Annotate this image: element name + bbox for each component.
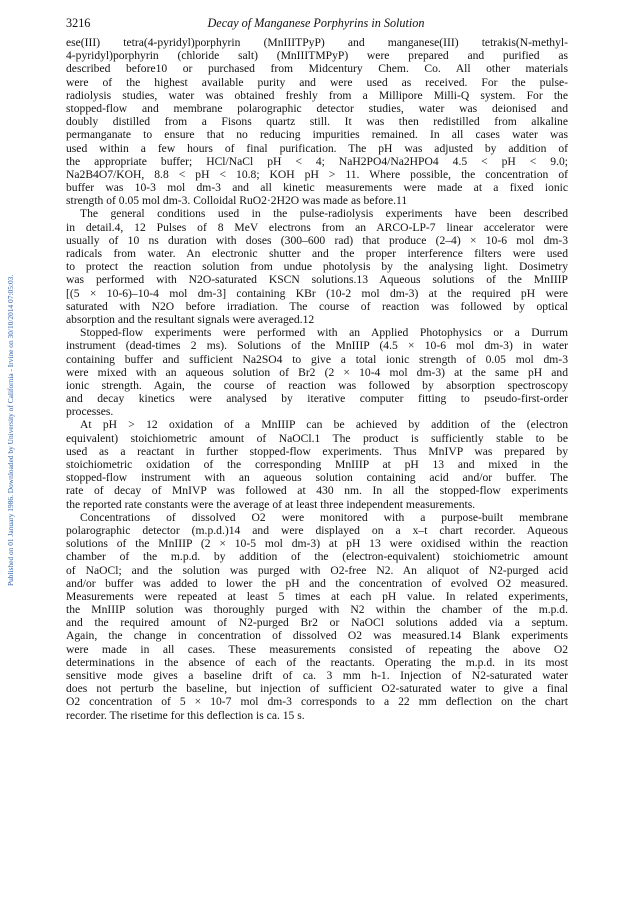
text-line: determinations in the absence of each of the reactants. Operating the m.p.d. in its most [66,655,568,669]
text-line: stopped-flow and membrane polarographic detector studies, water was deionised and [66,101,568,115]
page-number: 3216 [66,16,91,30]
text-line: saturated with N2O before irradiation. The course of reaction was followed by optical [66,299,568,313]
article-body [66,36,568,722]
text-line: Measurements were repeated at least 5 times at each pH value. In related experiments, [66,589,568,603]
text-line: and/or buffer was added to lower the pH and the concentration of evolved O2 measured. [66,576,568,590]
text-line: in detail.4, 12 Pulses of 8 MeV electrons from an ARCO-LP-7 linear accelerator were [66,220,568,234]
text-line: permanganate to ensure that no reducing impurities remained. In all cases water was [66,128,568,142]
text-line: processes. [66,405,114,419]
text-line: recorder. The risetime for this deflection is ca. 15 s. [66,708,305,722]
text-line: Na2B4O7/KOH, 8.8 < pH < 10.8; KOH pH > 11. Where possible, the concentration of [66,167,568,181]
text-line: stoichiometric oxidation of the corresponding MnIIIP at pH 13 and mixed in the [66,458,568,471]
text-line: does not perturb the baseline, but injection of sufficient O2-saturated water to give a final [66,682,568,696]
text-line: At pH > 12 oxidation of a MnIIIP can be achieved by addition of the (electron [80,418,568,432]
running-title: Decay of Manganese Porphyrins in Solution [207,16,425,30]
text-line: Concentrations of dissolved O2 were monitored with a purpose-built membrane [80,510,568,524]
text-line: buffer was 10-3 mol dm-3 and all kinetic measurements were made at a fixed ionic [66,181,568,195]
text-line: the reported rate constants were the average of at least three independent measurements. [66,497,476,511]
text-line: doubly distilled from a Fisons quartz still. It was then redistilled from alkaline [66,115,568,129]
text-line: Stopped-flow experiments were performed with an Applied Photophysics or a Durrum [80,326,568,340]
text-line: O2 concentration of 5 × 10-7 mol dm-3 corresponds to a 22 mm deflection on the chart [66,695,568,709]
text-line: stopped-flow instrument with an aqueous solution containing acid and/or buffer. The [66,471,568,485]
text-line: were mixed with an aqueous solution of Br2 (2 × 10-4 mol dm-3) at the same pH and [66,365,568,379]
download-notice [6,150,20,710]
text-line: described before10 or purchased from Midcentury Chem. Co. All other materials [66,62,568,76]
text-line: rate of decay of MnIVP was followed at 430 nm. In all the stopped-flow experiments [66,484,568,498]
text-line: 4-pyridyl)porphyrin (chloride salt) (MnIIITMPyP) were prepared and purified as [66,49,568,63]
text-line: absorption and the resultant signals were averaged.12 [66,312,315,326]
text-line: Again, the change in concentration of dissolved O2 was measured.14 Blank experiments [66,629,568,643]
text-line: solutions of the MnIIIP (2 × 10-5 mol dm-3) at pH 13 were oxidised within the reaction [66,537,568,551]
text-line: instrument (dead-times 2 ms). Solutions of the MnIIIP (4.5 × 10-6 mol dm-3) in water [66,339,568,353]
text-line: and the required amount of N2-purged Br2 or NaOCl solutions added via a septum. [66,616,568,630]
text-line: used within a few hours of final purification. The pH was adjusted by addition of [66,141,568,155]
text-line: [(5 × 10-6)–10-4 mol dm-3] containing KBr (10-2 mol dm-3) at the required pH were [66,286,568,300]
text-line: polarographic detector (m.p.d.)14 and were displayed on a x–t chart recorder. Aqueous [66,523,568,537]
text-line: the MnIIIP solution was thoroughly purged with N2 within the chamber of the m.p.d. [66,603,568,617]
text-line: of NaOCl; and the solution was purged with O2-free N2. An aliquot of N2-purged acid [66,563,568,577]
text-line: used as a reactant in further stopped-flow experiments. Thus MnIVP was prepared by [66,444,568,458]
text-line: usually of 10 ns duration with doses (300–600 rad) that produce (2–4) × 10-6 mol dm-3 [66,233,568,247]
text-line: the appropriate buffer; HCl/NaCl pH < 4; NaH2PO4/Na2HPO4 4.5 < pH < 9.0; [66,154,568,168]
text-line: to protect the reaction solution from undue photolysis by the analysing light. Dosimetry [66,260,568,274]
text-line: sensitive mode gives a baseline drift of ca. 3 mm h-1. Injection of N2-saturated water [66,669,568,682]
text-line: strength of 0.05 mol dm-3. Colloidal RuO2·2H2O was made as before.11 [66,194,408,208]
text-line: ese(III) tetra(4-pyridyl)porphyrin (MnIIITPyP) and manganese(III) tetrakis(N-methyl- [66,36,568,49]
text-line: equivalent) stoichiometric amount of NaOCl.1 The product is sufficiently stable to be [66,431,568,445]
text-line: radicals from water. An electronic shutter and the proper interference filters were used [66,247,568,260]
text-line: were made in all cases. These measurements consisted of repeating the above O2 [66,642,568,656]
text-line: and decay kinetics were analysed by iterative computer fitting to pseudo-first-order [66,392,568,406]
text-line: chamber of the m.p.d. by addition of the (electron-equivalent) stoichiometric amount [66,550,568,564]
text-line: containing buffer and sufficient Na2SO4 to give a total ionic strength of 0.05 mol dm-3 [66,352,568,366]
text-line: ionic strength. Again, the course of reaction was followed by absorption spectroscopy [66,378,568,392]
text-line: were of the highest available purity and were used as received. For the pulse- [66,75,568,89]
page-header [66,16,566,32]
text-line: The general conditions used in the pulse-radiolysis experiments have been described [80,207,568,221]
download-notice-text: Published on 01 January 1986. Downloaded by University of California - Irvine on 30/10/2014 07:05:03. [6,274,15,586]
text-line: radiolysis studies, water was obtained freshly from a Millipore Milli-Q system. For the [66,88,568,102]
text-line: was performed with N2O-saturated KSCN solutions.13 Aqueous solutions of the MnIIIP [66,273,568,287]
